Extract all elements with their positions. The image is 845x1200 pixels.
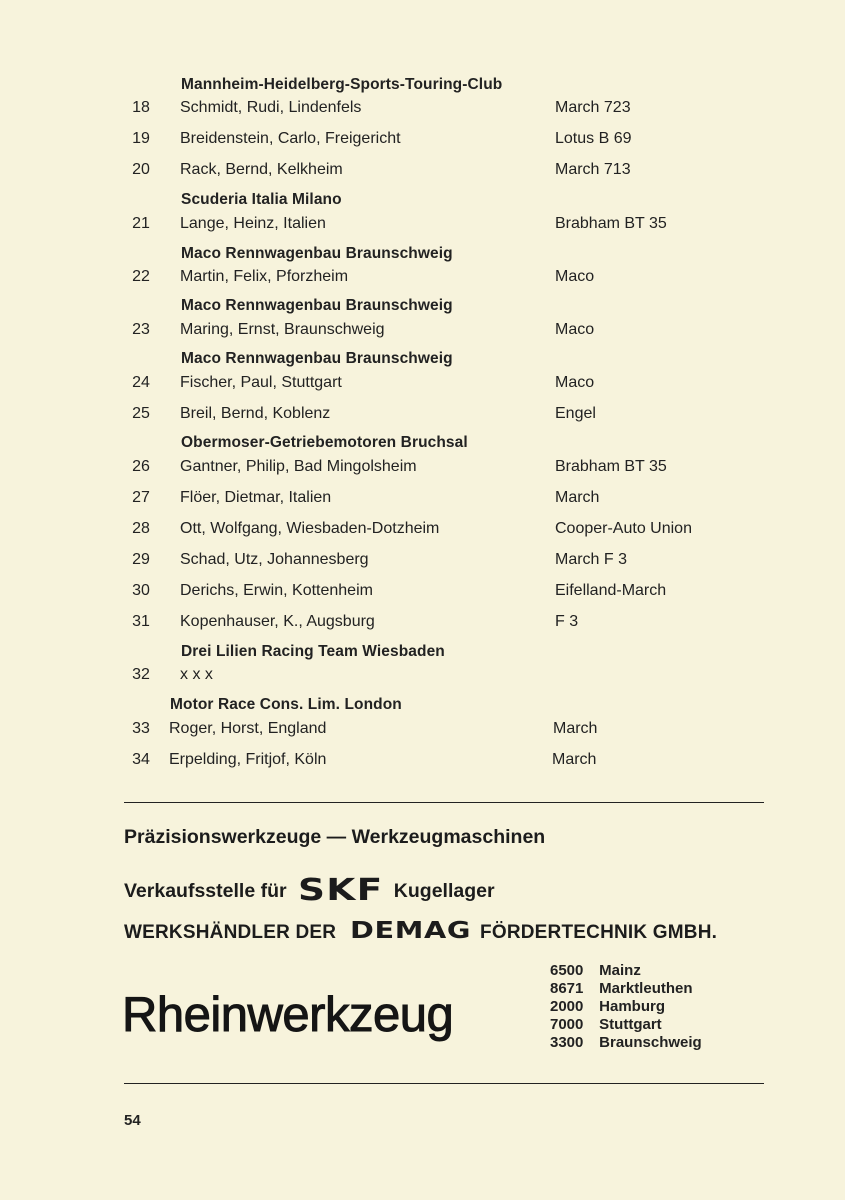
driver-name: x x x [180, 666, 213, 683]
branch-zip: 3300 [550, 1034, 584, 1051]
entry-number: 33 [132, 720, 150, 737]
ad-demag-line [124, 920, 717, 944]
car-name: Cooper-Auto Union [555, 520, 692, 537]
entry-number: 27 [132, 489, 150, 506]
branch-list [550, 962, 702, 1052]
branch-city: Braunschweig [599, 1034, 702, 1051]
driver-name: Breil, Bernd, Koblenz [180, 405, 331, 422]
driver-name: Gantner, Philip, Bad Mingolsheim [180, 458, 417, 475]
branch-zip: 6500 [550, 962, 584, 979]
driver-name: Breidenstein, Carlo, Freigericht [180, 130, 401, 147]
ad-skf-suffix: Kugellager [393, 880, 495, 902]
entry-number: 26 [132, 458, 150, 475]
entry-number: 21 [132, 215, 150, 232]
entry-number: 32 [132, 666, 150, 683]
car-name: Maco [555, 321, 595, 338]
driver-name: Fischer, Paul, Stuttgart [180, 374, 342, 391]
branch-zip: 2000 [550, 998, 584, 1015]
entry-number: 34 [132, 751, 150, 768]
car-name: Lotus B 69 [555, 130, 632, 147]
demag-logo: DEMAG [349, 918, 471, 944]
team-header: Motor Race Cons. Lim. London [170, 696, 402, 713]
branch-item [550, 962, 702, 980]
car-name: March [555, 489, 600, 506]
driver-name: Kopenhauser, K., Augsburg [180, 613, 375, 630]
team-header: Scuderia Italia Milano [181, 191, 342, 208]
branch-city: Stuttgart [599, 1016, 662, 1033]
team-header: Maco Rennwagenbau Braunschweig [181, 297, 453, 314]
car-name: F 3 [555, 613, 579, 630]
car-name: March 713 [555, 161, 631, 178]
branch-city: Hamburg [599, 998, 666, 1015]
entry-number: 25 [132, 405, 150, 422]
branch-item [550, 998, 702, 1016]
ad-skf-prefix: Verkaufsstelle für [124, 880, 287, 902]
entry-number: 23 [132, 321, 150, 338]
page-number: 54 [124, 1112, 141, 1129]
car-name: March 723 [555, 99, 631, 116]
branch-city: Marktleuthen [599, 980, 693, 997]
car-name: Eifelland-March [555, 582, 667, 599]
entry-number: 18 [132, 99, 150, 116]
entry-number: 22 [132, 268, 150, 285]
skf-logo: SKF [298, 873, 384, 908]
car-name: Maco [555, 268, 595, 285]
entry-number: 28 [132, 520, 150, 537]
driver-name: Maring, Ernst, Braunschweig [180, 321, 385, 338]
team-header: Mannheim-Heidelberg-Sports-Touring-Club [181, 76, 503, 93]
driver-name: Ott, Wolfgang, Wiesbaden-Dotzheim [180, 520, 440, 537]
car-name: Maco [555, 374, 595, 391]
car-name: March [552, 751, 597, 768]
car-name: Brabham BT 35 [555, 458, 667, 475]
car-name: March [553, 720, 598, 737]
branch-zip: 8671 [550, 980, 584, 997]
entry-number: 31 [132, 613, 150, 630]
team-header: Maco Rennwagenbau Braunschweig [181, 245, 453, 262]
entry-number: 19 [132, 130, 150, 147]
entry-number: 30 [132, 582, 150, 599]
driver-name: Martin, Felix, Pforzheim [180, 268, 349, 285]
driver-name: Derichs, Erwin, Kottenheim [180, 582, 373, 599]
driver-name: Roger, Horst, England [169, 720, 327, 737]
branch-zip: 7000 [550, 1016, 584, 1033]
driver-name: Erpelding, Fritjof, Köln [169, 751, 327, 768]
car-name: Engel [555, 405, 596, 422]
team-header: Obermoser-Getriebemotoren Bruchsal [181, 434, 468, 451]
entry-number: 24 [132, 374, 150, 391]
branch-city: Mainz [599, 962, 641, 979]
car-name: Brabham BT 35 [555, 215, 667, 232]
driver-name: Rack, Bernd, Kelkheim [180, 161, 343, 178]
ad-skf-line [124, 873, 495, 908]
entry-number: 20 [132, 161, 150, 178]
ad-headline: Präzisionswerkzeuge — Werkzeugmaschinen [124, 826, 546, 848]
brand-name: Rheinwerkzeug [122, 988, 454, 1042]
driver-name: Schmidt, Rudi, Lindenfels [180, 99, 362, 116]
branch-item [550, 980, 702, 998]
ad-demag-suffix: FÖRDERTECHNIK GMBH. [480, 922, 718, 943]
ad-demag-prefix: WERKSHÄNDLER DER [124, 922, 337, 943]
driver-name: Lange, Heinz, Italien [180, 215, 326, 232]
divider-bottom [124, 1083, 764, 1084]
branch-item [550, 1034, 702, 1052]
driver-name: Schad, Utz, Johannesberg [180, 551, 369, 568]
team-header: Maco Rennwagenbau Braunschweig [181, 350, 453, 367]
branch-item [550, 1016, 702, 1034]
car-name: March F 3 [555, 551, 628, 568]
team-header: Drei Lilien Racing Team Wiesbaden [181, 643, 445, 660]
driver-name: Flöer, Dietmar, Italien [180, 489, 332, 506]
divider-top [124, 802, 764, 803]
entry-number: 29 [132, 551, 150, 568]
